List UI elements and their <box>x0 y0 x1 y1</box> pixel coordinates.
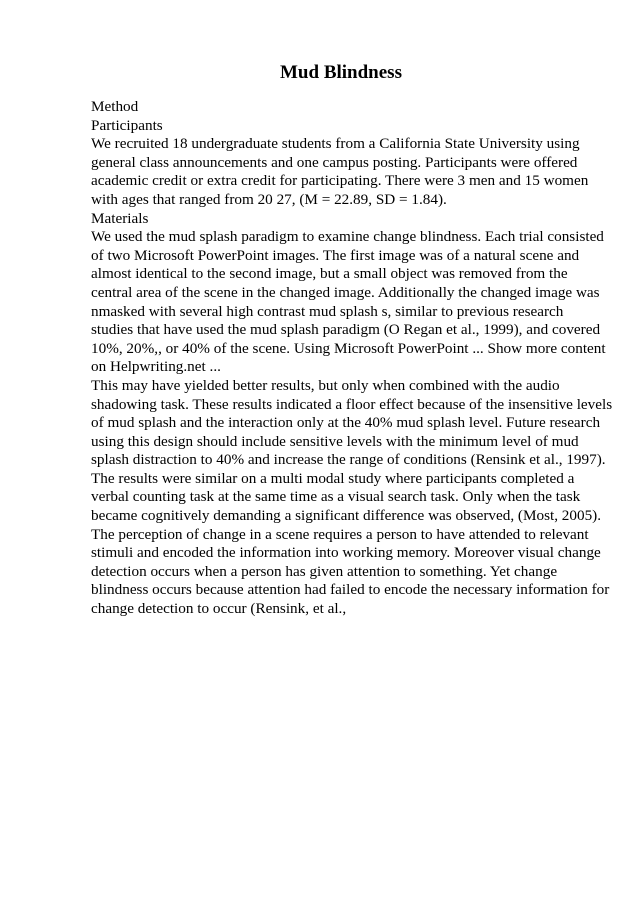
text-line: studies that have used the mud splash paradigm (O Regan et al., 1999), and covered <box>91 321 601 339</box>
heading-materials: Materials <box>91 209 149 227</box>
text-line: of two Microsoft PowerPoint images. The first image was of a natural scene and <box>91 246 580 264</box>
text-line: verbal counting task at the same time as a visual search task. Only when the task <box>91 488 581 506</box>
text-line: The perception of change in a scene requires a person to have attended to relevant <box>91 525 589 543</box>
text-line: We used the mud splash paradigm to examine change blindness. Each trial consisted <box>91 228 604 246</box>
text-line: shadowing task. These results indicated a floor effect because of the insensitive levels <box>91 395 613 413</box>
text-line: using this design should include sensitive levels with the minimum level of mud <box>91 432 579 450</box>
document-body <box>91 98 613 619</box>
text-line: 10%, 20%,, or 40% of the scene. Using Microsoft PowerPoint ... Show more content <box>91 339 606 357</box>
text-line: academic credit or extra credit for participating. There were 3 men and 15 women <box>91 172 589 190</box>
text-line: detection occurs when a person has given attention to something. Yet change <box>91 562 558 580</box>
text-line: became cognitively demanding a significant difference was observed, (Most, 2005). <box>91 507 602 525</box>
text-line: with ages that ranged from 20 27, (M = 22.89, SD = 1.84). <box>91 190 447 208</box>
text-line: We recruited 18 undergraduate students from a California State University using <box>91 135 580 153</box>
text-line: nmasked with several high contrast mud splash s, similar to previous research <box>91 302 564 320</box>
text-line: splash distraction to 40% and increase the range of conditions (Rensink et al., 1997). <box>91 451 606 469</box>
text-line: of mud splash and the interaction only at the 40% mud splash level. Future research <box>91 414 601 432</box>
text-line: stimuli and encoded the information into working memory. Moreover visual change <box>91 544 601 562</box>
document-title: Mud Blindness <box>280 62 402 83</box>
text-line: general class announcements and one campus posting. Participants were offered <box>91 153 578 171</box>
text-line: change detection to occur (Rensink, et al., <box>91 600 347 618</box>
text-line: This may have yielded better results, but only when combined with the audio <box>91 376 560 394</box>
text-line: central area of the scene in the changed image. Additionally the changed image was <box>91 283 600 301</box>
text-line: almost identical to the second image, but a small object was removed from the <box>91 265 568 283</box>
heading-method: Method <box>91 98 139 115</box>
text-line: blindness occurs because attention had failed to encode the necessary information for <box>91 581 610 599</box>
heading-participants: Participants <box>91 116 163 134</box>
text-line: on Helpwriting.net ... <box>91 358 221 376</box>
text-line: The results were similar on a multi modal study where participants completed a <box>91 469 575 487</box>
